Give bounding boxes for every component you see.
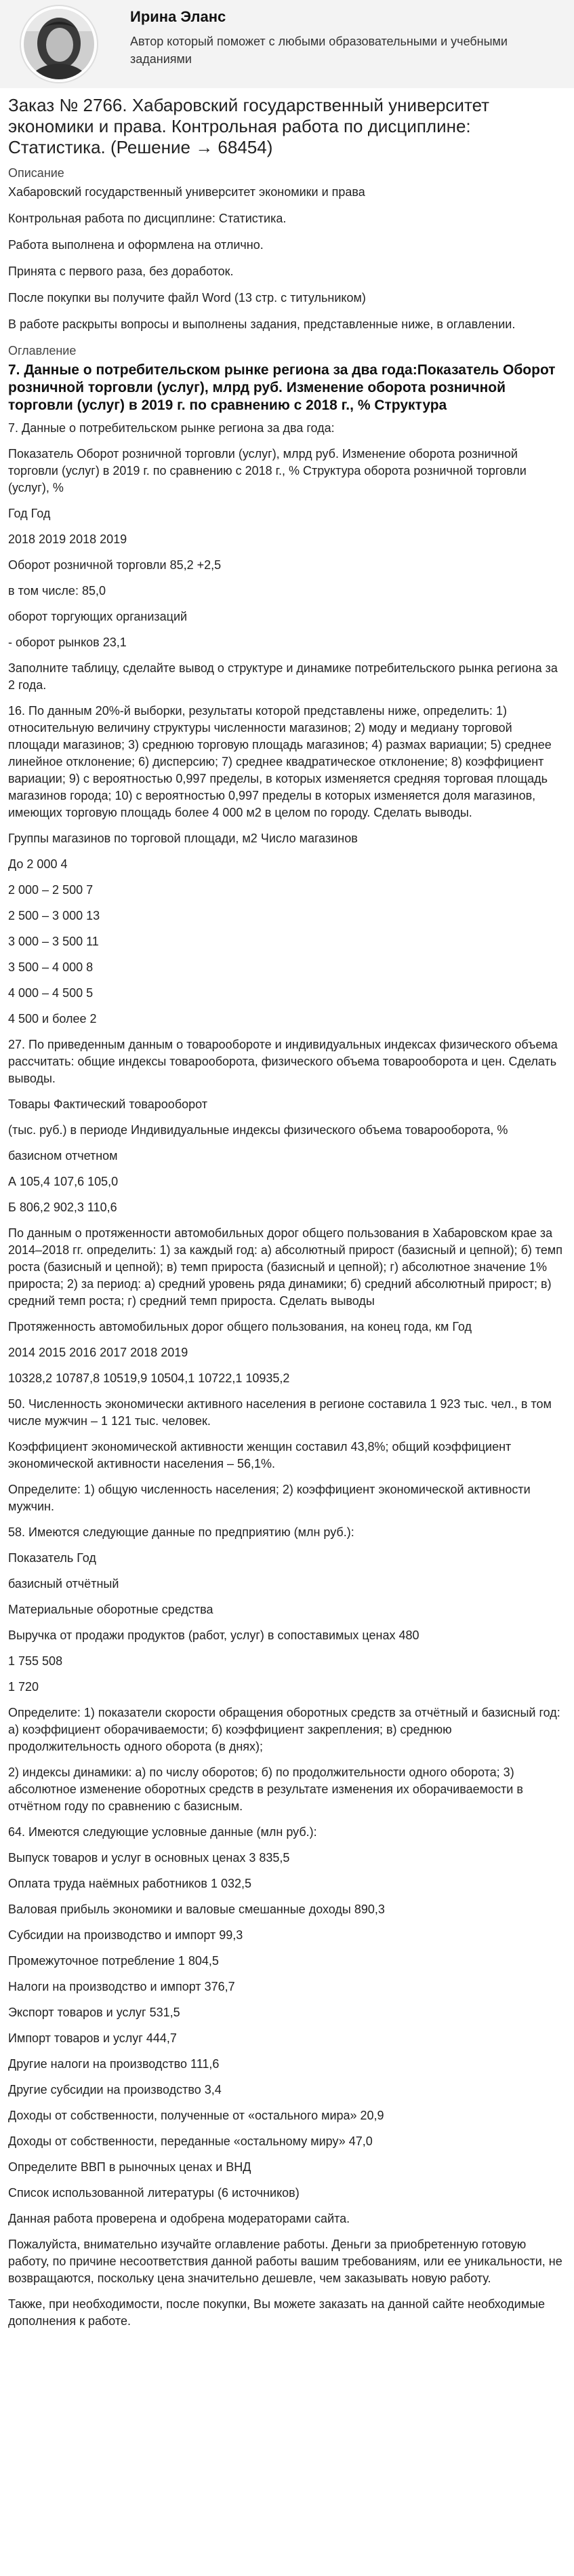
toc-line: 3 000 – 3 500 11 [8, 935, 99, 948]
toc-line: Доходы от собственности, переданные «остальному миру» 47,0 [8, 2134, 373, 2148]
description-line: Работа выполнена и оформлена на отлично. [8, 238, 264, 252]
toc-line: 3 500 – 4 000 8 [8, 960, 94, 974]
author-avatar[interactable] [8, 4, 110, 84]
toc-line: По данным о протяженности автомобильных дорог общего пользования в Хабаровском крае за 2014–2018 гг. определить: 1) за каждый год: а) абсолютный прирост (базисный и цепной); б) темп роста (базисный и цепной); в) темп прироста (базисный и цепной); г) абсолютное значение 1% прироста; 2) за период: а) средний уровень ряда динамики; б) средний абсолютный прирост; в) средний темп роста; г) средний темп прироста. Сделать выводы [8, 1226, 563, 1308]
toc-line: 2014 2015 2016 2017 2018 2019 [8, 1346, 188, 1359]
toc-line: Определите: 1) показатели скорости обращения оборотных средств за отчётный и базисный год: а) коэффициент оборачиваемости; б) коэффициент закрепления; в) среднюю продолжительность одного оборота (в днях); [8, 1706, 560, 1753]
toc-line: 10328,2 10787,8 10519,9 10504,1 10722,1 10935,2 [8, 1371, 290, 1385]
toc-line: Материальные оборотные средства [8, 1603, 213, 1616]
toc-line: 2 000 – 2 500 7 [8, 883, 94, 897]
toc-line: А 105,4 107,6 105,0 [8, 1175, 119, 1188]
toc-line: Показатель Год [8, 1551, 96, 1565]
toc-line: Товары Фактический товарооборот [8, 1097, 208, 1111]
toc-line: в том числе: 85,0 [8, 584, 106, 598]
description-line: Хабаровский государственный университет экономики и права [8, 185, 365, 199]
toc-line: 58. Имеются следующие данные по предприятию (млн руб.): [8, 1525, 354, 1539]
toc-line: 1 720 [8, 1680, 39, 1694]
toc-line: Выручка от продажи продуктов (работ, услуг) в сопоставимых ценах 480 [8, 1628, 419, 1642]
toc-line: 4 000 – 4 500 5 [8, 986, 94, 1000]
toc-line: Оплата труда наёмных работников 1 032,5 [8, 1877, 251, 1890]
author-name[interactable]: Ирина Эланс [130, 8, 226, 25]
description-line: Принята с первого раза, без доработок. [8, 265, 234, 278]
toc-line: базисном отчетном [8, 1149, 118, 1163]
toc-line: Год Год [8, 507, 51, 520]
toc-line: 1 755 508 [8, 1654, 63, 1668]
toc-line: 2018 2019 2018 2019 [8, 532, 127, 546]
toc-line: Группы магазинов по торговой площади, м2 Число магазинов [8, 832, 358, 845]
toc-line: базисный отчётный [8, 1577, 119, 1591]
order-title: Заказ № 2766. Хабаровский государственный университет экономики и права. Контрольная работа по дисциплине: Статистика. (Решение → 68454) [8, 95, 490, 157]
toc-line: - оборот рынков 23,1 [8, 636, 127, 649]
toc-line: Валовая прибыль экономики и валовые смешанные доходы 890,3 [8, 1902, 385, 1916]
toc-line: Импорт товаров и услуг 444,7 [8, 2031, 177, 2045]
toc-line: Заполните таблицу, сделайте вывод о структуре и динамике потребительского рынка региона за 2 года. [8, 661, 558, 692]
toc-line: Субсидии на производство и импорт 99,3 [8, 1928, 243, 1942]
toc-line: 4 500 и более 2 [8, 1012, 97, 1026]
description-line: Контрольная работа по дисциплине: Статистика. [8, 212, 287, 225]
description-line: В работе раскрыты вопросы и выполнены задания, представленные ниже, в оглавлении. [8, 317, 516, 331]
toc-line: Пожалуйста, внимательно изучайте оглавление работы. Деньги за приобретенную готовую работу, по причине несоответствия данной работы вашим требованиям, или ее уникальности, не возвращаются, поскольку цена значительно дешевле, чем заказывать новую работу. [8, 2238, 562, 2285]
author-description: Автор который поможет с любыми образовательными и учебными заданиями [130, 35, 508, 66]
toc-line: Список использованной литературы (6 источников) [8, 2186, 300, 2200]
toc-line: 50. Численность экономически активного населения в регионе составила 1 923 тыс. чел., в том числе мужчин – 1 121 тыс. человек. [8, 1397, 552, 1428]
toc-line: Также, при необходимости, после покупки, Вы можете заказать на данной сайте необходимые дополнения к работе. [8, 2297, 546, 2328]
toc-line: Б 806,2 902,3 110,6 [8, 1201, 117, 1214]
toc-line: 16. По данным 20%-й выборки, результаты которой представлены ниже, определить: 1) относительную величину структуры численности магазинов; 2) моду и медиану торговой площади магазинов; 3) среднюю торговую площадь магазинов; 4) размах вариации; 5) среднее линейное отклонение; 6) дисперсию; 7) среднее квадратическое отклонение; 8) коэффициент вариации; 9) с вероятностью 0,997 пределы, в которых изменяется средняя торговая площадь магазинов города; 10) с вероятностью 0,997 пределы в которых изменяется доля магазинов, имеющих торговую площадь более 4 000 м2 в целом по городу. Сделать выводы. [8, 704, 552, 819]
toc-heading: 7. Данные о потребительском рынке региона за два года:Показатель Оборот розничной торговли (услуг), млрд руб. Изменение оборота розничной торговли (услуг) в 2019 г. по сравнению с 2018 г., % Структура [8, 362, 556, 413]
toc-lines [8, 420, 566, 2330]
toc-line: 2) индексы динамики: а) по числу оборотов; б) по продолжительности одного оборота; 3) абсолютное изменение оборотных средств в результате изменения их оборачиваемости в отчётном году по сравнению с базисным. [8, 1765, 523, 1813]
toc-line: Оборот розничной торговли 85,2 +2,5 [8, 558, 222, 572]
description-section [8, 165, 566, 333]
toc-line: Выпуск товаров и услуг в основных ценах 3 835,5 [8, 1851, 290, 1865]
description-label: Описание [8, 166, 64, 180]
toc-line: оборот торгующих организаций [8, 610, 188, 623]
toc-line: 2 500 – 3 000 13 [8, 909, 100, 922]
toc-line: Другие налоги на производство 111,6 [8, 2057, 220, 2071]
author-photo-icon [19, 4, 99, 84]
toc-line: Данная работа проверена и одобрена модераторами сайта. [8, 2212, 350, 2225]
description-lines [8, 184, 566, 333]
toc-line: 7. Данные о потребительском рынке региона за два года: [8, 421, 335, 435]
toc-line: 64. Имеются следующие условные данные (млн руб.): [8, 1825, 317, 1839]
toc-line: Протяженность автомобильных дорог общего пользования, на конец года, км Год [8, 1320, 472, 1333]
toc-label: Оглавление [8, 344, 77, 357]
toc-line: Другие субсидии на производство 3,4 [8, 2083, 222, 2096]
toc-line: Доходы от собственности, полученные от «остального мира» 20,9 [8, 2109, 384, 2122]
toc-line: Определите ВВП в рыночных ценах и ВНД [8, 2160, 251, 2174]
author-header [0, 0, 574, 88]
toc-line: Показатель Оборот розничной торговли (услуг), млрд руб. Изменение оборота розничной торговли (услуг) в 2019 г. по сравнению с 2018 г., % Структура оборота розничной торговли (услуг), % [8, 447, 527, 494]
toc-line: Коэффициент экономической активности женщин составил 43,8%; общий коэффициент экономической активности населения – 56,1%. [8, 1440, 512, 1470]
toc-line: Экспорт товаров и услуг 531,5 [8, 2006, 180, 2019]
toc-section [8, 343, 566, 2330]
description-line: После покупки вы получите файл Word (13 стр. с титульником) [8, 291, 366, 305]
toc-line: Налоги на производство и импорт 376,7 [8, 1980, 235, 1993]
toc-line: Определите: 1) общую численность населения; 2) коэффициент экономической активности мужчин. [8, 1483, 531, 1513]
toc-line: (тыс. руб.) в периоде Индивидуальные индексы физического объема товарооборота, % [8, 1123, 508, 1137]
toc-line: До 2 000 4 [8, 857, 68, 871]
toc-line: 27. По приведенным данным о товарообороте и индивидуальных индексах физического объема рассчитать: общие индексы товарооборота, физического объема товарооборота и цен. Сделать выводы. [8, 1038, 558, 1085]
toc-line: Промежуточное потребление 1 804,5 [8, 1954, 219, 1968]
